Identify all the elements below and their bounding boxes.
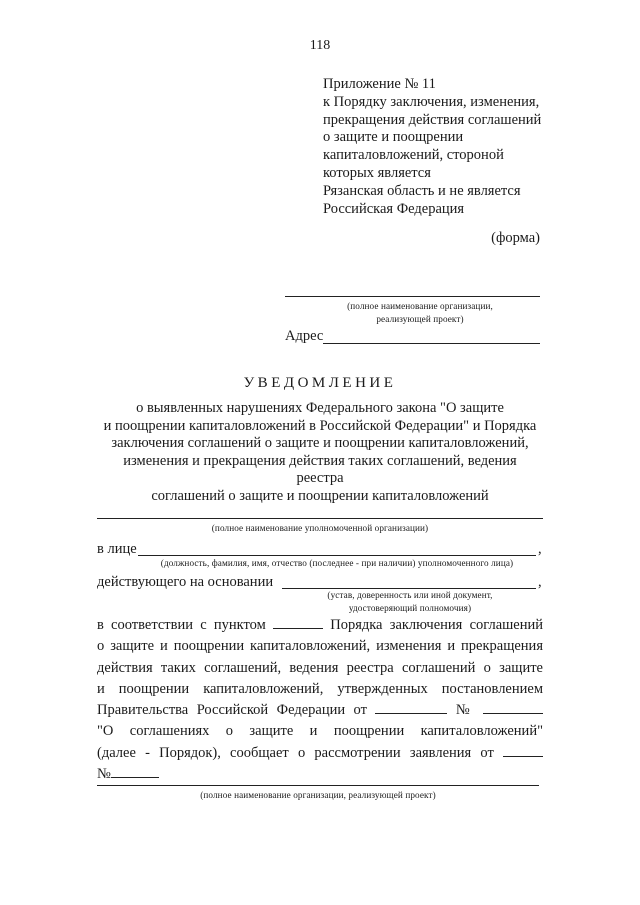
body-line-7: (далее - Порядок), сообщает о рассмотрении заявления от <box>97 743 543 764</box>
resolution-number-field[interactable] <box>483 701 543 714</box>
notice-body <box>97 615 543 785</box>
body-line-3: действия таких соглашений, ведения реестра соглашений о защите <box>97 659 543 676</box>
appendix-line: которых является <box>323 164 431 181</box>
paragraph-number-field[interactable] <box>273 616 323 629</box>
recipient-org-caption: (полное наименование организации, реализующей проект) <box>347 301 493 324</box>
body-line-6: "О соглашениях о защите и поощрении капиталовложений" <box>97 723 543 740</box>
form-label: (форма) <box>491 230 540 246</box>
address-field[interactable] <box>323 343 540 344</box>
appendix-line: Рязанская область и не является <box>323 182 521 199</box>
authorized-org-field[interactable] <box>97 518 543 519</box>
in-person-comma: , <box>538 541 542 557</box>
acting-comma: , <box>538 574 542 590</box>
acting-caption: (устав, доверенность или иной документ, удостоверяющий полномочия) <box>327 590 493 613</box>
page-number: 118 <box>309 38 331 53</box>
implementing-org-caption: (полное наименование организации, реализующей проект) <box>200 790 436 800</box>
in-person-label: в лице <box>97 541 137 557</box>
appendix-line: о защите и поощрении <box>323 129 464 146</box>
resolution-date-field[interactable] <box>375 701 447 714</box>
notice-subtitle: о выявленных нарушениях Федерального закона "О защите и поощрении капиталовложений в Российской Федерации" и Порядка заключения соглашений о защите и поощрении капиталовложений, изменения и прекращения действия таких соглашений, ведения реестра соглашений о защите и поощрении капиталовложений <box>103 400 537 504</box>
acting-label: действующего на основании <box>97 574 274 590</box>
recipient-org-field[interactable] <box>285 296 540 297</box>
body-line-8: № <box>97 764 543 785</box>
appendix-line: Приложение № 11 <box>323 76 436 92</box>
appendix-line: капиталовложений, стороной <box>323 147 504 164</box>
authorized-org-caption: (полное наименование уполномоченной организации) <box>211 523 429 533</box>
appendix-line: к Порядку заключения, изменения, <box>323 93 540 110</box>
in-person-field[interactable] <box>138 555 536 556</box>
application-date-field[interactable] <box>503 744 543 757</box>
notice-title: УВЕДОМЛЕНИЕ <box>243 375 397 391</box>
appendix-block <box>323 76 563 218</box>
appendix-line: прекращения действия соглашений <box>323 111 542 128</box>
body-line-5: Правительства Российской Федерации от № <box>97 700 543 721</box>
address-label: Адрес <box>285 328 324 344</box>
implementing-org-field[interactable] <box>97 785 539 786</box>
in-person-caption: (должность, фамилия, имя, отчество (последнее - при наличии) уполномоченного лица) <box>160 558 514 568</box>
body-line-4: и поощрении капиталовложений, утвержденных постановлением <box>97 680 543 697</box>
appendix-line: Российская Федерация <box>323 200 465 217</box>
application-number-field[interactable] <box>111 765 159 778</box>
body-line-2: о защите и поощрении капиталовложений, изменения и прекращения <box>97 638 543 655</box>
body-line-1: в соответствии с пунктом Порядка заключения соглашений <box>97 617 544 633</box>
